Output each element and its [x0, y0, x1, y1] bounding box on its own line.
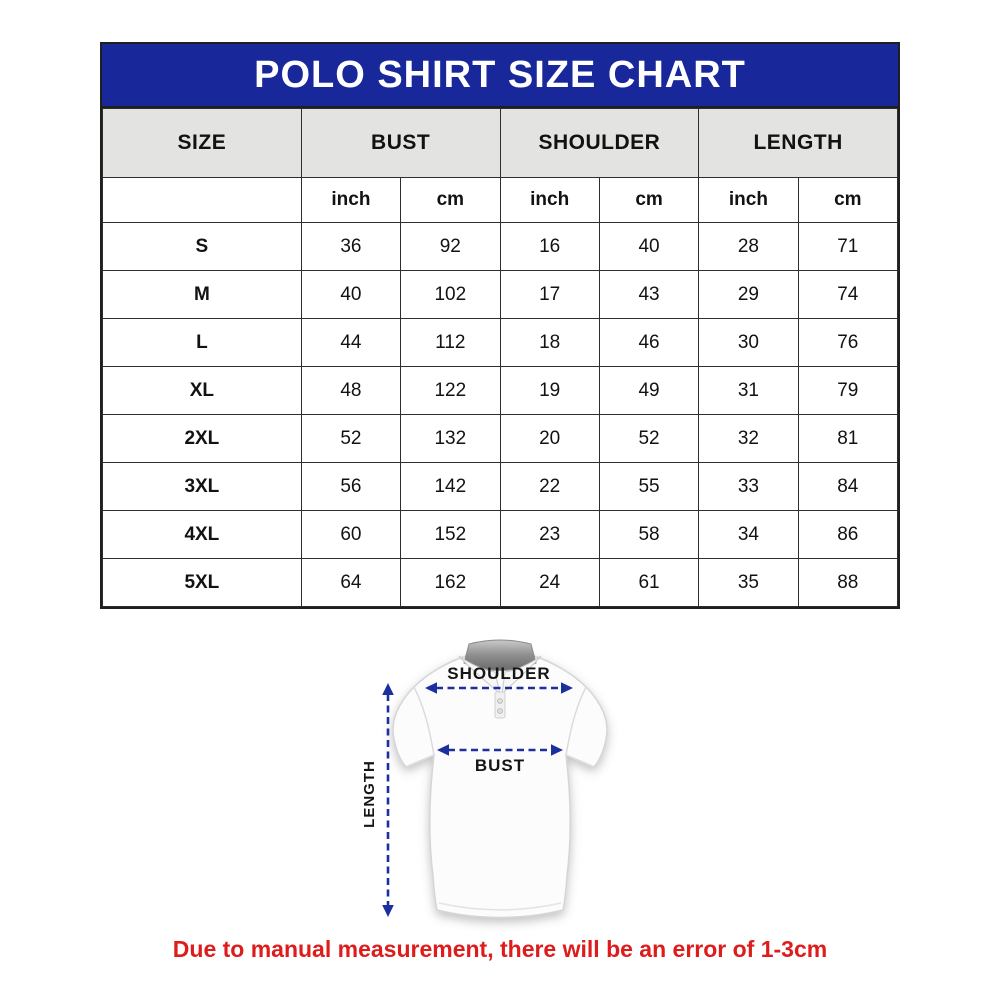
value-cell: 102 — [401, 271, 500, 319]
value-cell: 84 — [798, 463, 897, 511]
value-cell: 58 — [599, 511, 698, 559]
column-header-size: SIZE — [103, 109, 302, 178]
value-cell: 92 — [401, 223, 500, 271]
value-cell: 46 — [599, 319, 698, 367]
value-cell: 52 — [599, 415, 698, 463]
value-cell: 64 — [301, 559, 400, 607]
size-label-s: S — [103, 223, 302, 271]
size-label-2xl: 2XL — [103, 415, 302, 463]
value-cell: 31 — [699, 367, 798, 415]
value-cell: 34 — [699, 511, 798, 559]
size-row-2xl — [103, 415, 898, 463]
size-chart — [100, 42, 900, 609]
value-cell: 44 — [301, 319, 400, 367]
length-arrow-icon — [382, 683, 394, 917]
unit-blank-cell — [103, 178, 302, 223]
size-label-m: M — [103, 271, 302, 319]
value-cell: 76 — [798, 319, 897, 367]
value-cell: 23 — [500, 511, 599, 559]
value-cell: 52 — [301, 415, 400, 463]
unit-header-5: cm — [798, 178, 897, 223]
value-cell: 16 — [500, 223, 599, 271]
value-cell: 19 — [500, 367, 599, 415]
value-cell: 61 — [599, 559, 698, 607]
size-table-head — [103, 109, 898, 223]
value-cell: 32 — [699, 415, 798, 463]
value-cell: 33 — [699, 463, 798, 511]
value-cell: 81 — [798, 415, 897, 463]
value-cell: 20 — [500, 415, 599, 463]
value-cell: 74 — [798, 271, 897, 319]
value-cell: 60 — [301, 511, 400, 559]
unit-header-0: inch — [301, 178, 400, 223]
value-cell: 40 — [301, 271, 400, 319]
unit-header-2: inch — [500, 178, 599, 223]
value-cell: 152 — [401, 511, 500, 559]
size-row-xl — [103, 367, 898, 415]
value-cell: 132 — [401, 415, 500, 463]
polo-placket — [495, 692, 505, 718]
column-header-shoulder: SHOULDER — [500, 109, 699, 178]
value-cell: 30 — [699, 319, 798, 367]
unit-header-4: inch — [699, 178, 798, 223]
value-cell: 35 — [699, 559, 798, 607]
value-cell: 40 — [599, 223, 698, 271]
length-label: LENGTH — [361, 760, 378, 828]
size-row-4xl — [103, 511, 898, 559]
size-label-3xl: 3XL — [103, 463, 302, 511]
size-label-4xl: 4XL — [103, 511, 302, 559]
button-icon — [498, 709, 503, 714]
value-cell: 49 — [599, 367, 698, 415]
value-cell: 142 — [401, 463, 500, 511]
measurement-diagram — [355, 626, 665, 938]
value-cell: 29 — [699, 271, 798, 319]
value-cell: 122 — [401, 367, 500, 415]
value-cell: 24 — [500, 559, 599, 607]
polo-shirt-illustration — [355, 626, 665, 938]
value-cell: 43 — [599, 271, 698, 319]
size-label-5xl: 5XL — [103, 559, 302, 607]
value-cell: 48 — [301, 367, 400, 415]
size-label-l: L — [103, 319, 302, 367]
value-cell: 112 — [401, 319, 500, 367]
measurement-note: Due to manual measurement, there will be an error of 1-3cm — [172, 936, 828, 962]
unit-header-1: cm — [401, 178, 500, 223]
size-row-m — [103, 271, 898, 319]
column-header-bust: BUST — [301, 109, 500, 178]
unit-header-3: cm — [599, 178, 698, 223]
shoulder-label: SHOULDER — [447, 664, 551, 683]
bust-label: BUST — [474, 756, 526, 775]
value-cell: 88 — [798, 559, 897, 607]
value-cell: 28 — [699, 223, 798, 271]
button-icon — [498, 699, 503, 704]
size-row-s — [103, 223, 898, 271]
size-label-xl: XL — [103, 367, 302, 415]
size-row-5xl — [103, 559, 898, 607]
value-cell: 162 — [401, 559, 500, 607]
size-chart-table — [102, 108, 898, 607]
value-cell: 36 — [301, 223, 400, 271]
value-cell: 17 — [500, 271, 599, 319]
value-cell: 79 — [798, 367, 897, 415]
size-row-3xl — [103, 463, 898, 511]
value-cell: 18 — [500, 319, 599, 367]
column-header-length: LENGTH — [699, 109, 898, 178]
value-cell: 56 — [301, 463, 400, 511]
size-chart-title: POLO SHIRT SIZE CHART — [102, 44, 898, 108]
value-cell: 22 — [500, 463, 599, 511]
size-row-l — [103, 319, 898, 367]
size-table-body — [103, 223, 898, 607]
value-cell: 86 — [798, 511, 897, 559]
value-cell: 55 — [599, 463, 698, 511]
value-cell: 71 — [798, 223, 897, 271]
